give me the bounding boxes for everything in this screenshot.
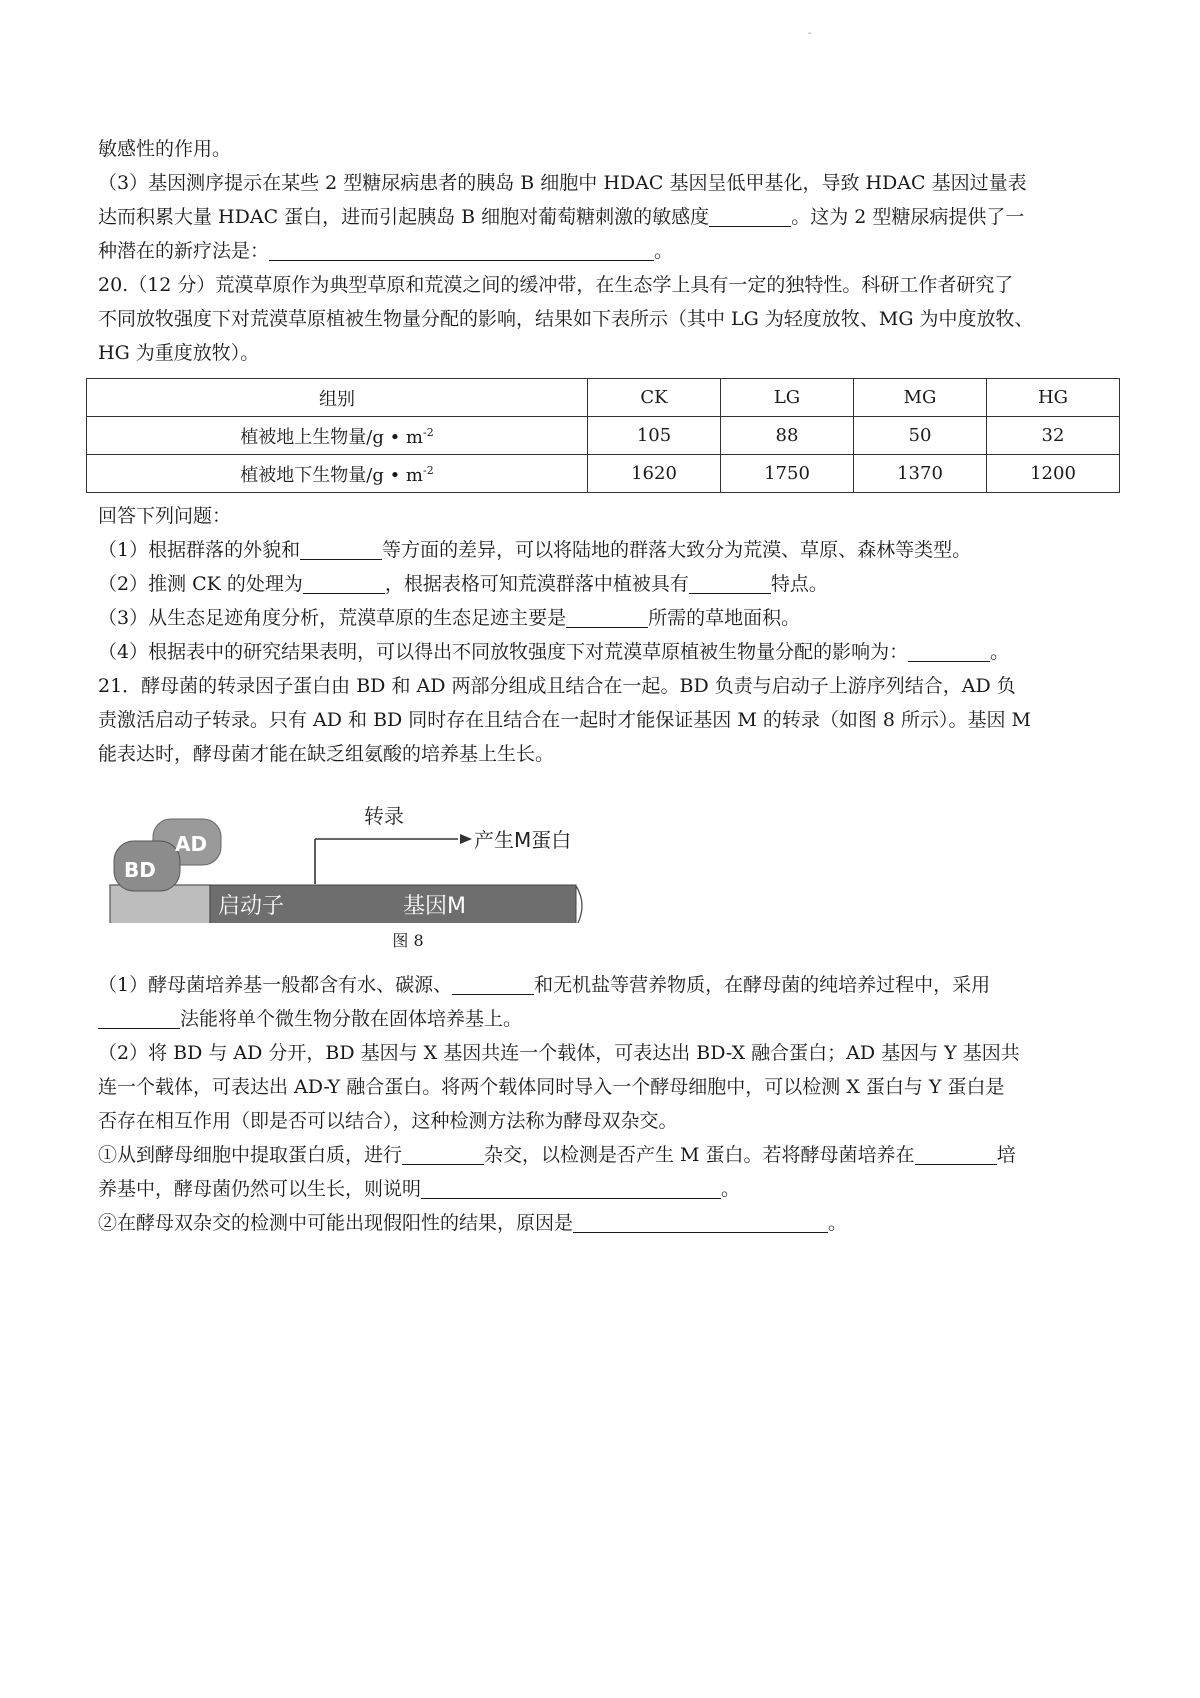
q21-1-line-1 (98, 968, 1108, 1002)
answer-blank[interactable] (269, 238, 654, 261)
answer-blank[interactable] (915, 1142, 997, 1165)
row-label-text: 植被地上生物量/g • m (240, 426, 423, 448)
answer-blank[interactable] (402, 1142, 484, 1165)
text-segment: ①从到酵母细胞中提取蛋白质，进行 (98, 1144, 403, 1166)
q21-2-line-4 (98, 1138, 1108, 1172)
row-label-text: 植被地下生物量/g • m (240, 464, 423, 486)
product-label: 产生M蛋白 (474, 828, 572, 852)
table-header-cell: HG (987, 379, 1120, 417)
table-row (87, 417, 1120, 455)
text-segment: 等方面的差异，可以将陆地的群落大致分为荒漠、草原、森林等类型。 (382, 539, 972, 561)
header-mark: - (808, 28, 812, 39)
text-segment: 培 (996, 1144, 1016, 1166)
table-row-label (87, 455, 588, 493)
bd-label: BD (124, 858, 156, 882)
text-segment: ，根据表格可知荒漠群落中植被具有 (384, 573, 689, 595)
q21-2-line-2: 连一个载体，可表达出 AD-Y 融合蛋白。将两个载体同时导入一个酵母细胞中，可以检测 X 蛋白与 Y 蛋白是 (98, 1076, 1005, 1098)
q21-line-3: 能表达时，酵母菌才能在缺乏组氨酸的培养基上生长。 (98, 743, 555, 765)
text-segment: 特点。 (770, 573, 828, 595)
text-segment: 养基中，酵母菌仍然可以生长，则说明 (98, 1178, 422, 1200)
q20-3 (98, 601, 1108, 635)
figure-8-diagram (98, 793, 1108, 968)
table-header-cell: LG (721, 379, 854, 417)
biomass-table (86, 378, 1120, 493)
answer-blank[interactable] (98, 1006, 180, 1029)
q20-4 (98, 635, 1108, 669)
table-cell: 50 (854, 417, 987, 455)
table-row-label (87, 417, 588, 455)
figure-caption: 图 8 (392, 931, 424, 950)
table-cell: 1750 (721, 455, 854, 493)
promoter-label: 启动子 (218, 894, 285, 919)
q20-line-3: HG 为重度放牧）。 (98, 342, 260, 364)
text-segment: （2）推测 CK 的处理为 (98, 573, 303, 595)
answer-blank[interactable] (421, 1176, 721, 1199)
answer-blank[interactable] (709, 204, 791, 227)
text-segment: 所需的草地面积。 (648, 607, 801, 629)
answer-blank[interactable] (300, 537, 382, 560)
q21-2-line-3: 否存在相互作用（即是否可以结合），这种检测方法称为酵母双杂交。 (98, 1110, 678, 1132)
transcription-diagram (98, 793, 1108, 923)
answer-blank[interactable] (452, 972, 534, 995)
text-segment: 。 (654, 240, 674, 262)
text-segment: 和无机盐等营养物质，在酵母菌的纯培养过程中，采用 (534, 974, 991, 996)
q21-1-line-2 (98, 1002, 1108, 1036)
text-segment: 杂交，以检测是否产生 M 蛋白。若将酵母菌培养在 (484, 1144, 915, 1166)
text-segment: （1）酵母菌培养基一般都含有水、碳源、 (98, 974, 453, 996)
q21-2-line-1: （2）将 BD 与 AD 分开，BD 基因与 X 基因共连一个载体，可表达出 BD-X 融合蛋白；AD 基因与 Y 基因共 (98, 1042, 1020, 1064)
strand-end (576, 886, 582, 923)
q20-line-2: 不同放牧强度下对荒漠草原植被生物量分配的影响，结果如下表所示（其中 LG 为轻度放牧、MG 为中度放牧、 (98, 308, 1034, 330)
q20-1 (98, 533, 1108, 567)
text-segment: 达而积累大量 HDAC 蛋白，进而引起胰岛 B 细胞对葡萄糖刺激的敏感度 (98, 206, 710, 228)
text-segment: 。 (721, 1178, 741, 1200)
text-segment: 。 (990, 641, 1010, 663)
text-segment: 法能将单个微生物分散在固体培养基上。 (180, 1008, 523, 1030)
table-cell: 32 (987, 417, 1120, 455)
table-cell: 105 (588, 417, 721, 455)
answer-blank[interactable] (689, 571, 771, 594)
transcription-label: 转录 (364, 804, 404, 828)
text-segment: ②在酵母双杂交的检测中可能出现假阳性的结果，原因是 (98, 1212, 574, 1234)
row-label-sup: -2 (423, 425, 434, 439)
text-segment: 。这为 2 型糖尿病提供了一 (791, 206, 1025, 228)
text-segment: （1）根据群落的外貌和 (98, 539, 301, 561)
arrow-head-icon (460, 834, 472, 844)
q19-3-line-3 (98, 234, 1108, 268)
text-segment: （3）从生态足迹角度分析，荒漠草原的生态足迹主要是 (98, 607, 567, 629)
text-segment: 种潜在的新疗法是： (98, 240, 270, 262)
table-header-cell: 组别 (87, 379, 588, 417)
table-row (87, 455, 1120, 493)
text-segment: （4）根据表中的研究结果表明，可以得出不同放牧强度下对荒漠草原植被生物量分配的影响为： (98, 641, 909, 663)
table-header-cell: CK (588, 379, 721, 417)
q19-3-line-2 (98, 200, 1108, 234)
q21-line-2: 责激活启动子转录。只有 AD 和 BD 同时存在且结合在一起时才能保证基因 M 的转录（如图 8 所示）。基因 M (98, 709, 1032, 731)
answer-blank[interactable] (566, 605, 648, 628)
answer-blank[interactable] (908, 639, 990, 662)
table-cell: 1620 (588, 455, 721, 493)
table-cell: 88 (721, 417, 854, 455)
q19-3-line-1: （3）基因测序提示在某些 2 型糖尿病患者的胰岛 B 细胞中 HDAC 基因呈低甲基化，导致 HDAC 基因过量表 (98, 172, 1027, 194)
q20-line-1: 20.（12 分）荒漠草原作为典型草原和荒漠之间的缓冲带，在生态学上具有一定的独特性。科研工作者研究了 (98, 274, 1014, 296)
text-segment: 。 (828, 1212, 848, 1234)
ad-label: AD (175, 832, 208, 856)
q21-2-line-6 (98, 1206, 1108, 1240)
q20-2 (98, 567, 1108, 601)
answer-intro: 回答下列问题： (98, 505, 232, 527)
text-line: 敏感性的作用。 (98, 138, 232, 160)
page-content (98, 132, 1108, 1240)
table-cell: 1370 (854, 455, 987, 493)
table-header-cell: MG (854, 379, 987, 417)
q21-2-line-5 (98, 1172, 1108, 1206)
answer-blank[interactable] (573, 1210, 828, 1233)
table-header-row (87, 379, 1120, 417)
gene-m-label: 基因M (403, 894, 466, 919)
table-cell: 1200 (987, 455, 1120, 493)
answer-blank[interactable] (303, 571, 385, 594)
row-label-sup: -2 (423, 463, 434, 477)
q21-line-1: 21．酵母菌的转录因子蛋白由 BD 和 AD 两部分组成且结合在一起。BD 负责与启动子上游序列结合，AD 负 (98, 675, 1016, 697)
